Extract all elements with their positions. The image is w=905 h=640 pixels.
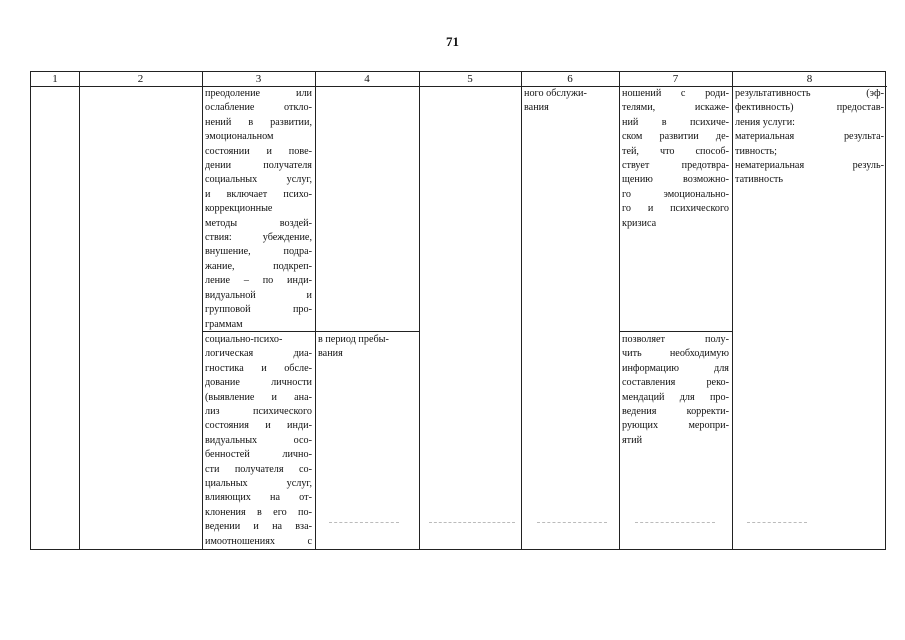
text-line: ний в психиче-	[622, 116, 729, 128]
column-header-8: 8	[806, 73, 813, 85]
text-line: имоотношениях с	[205, 535, 312, 547]
scan-artifact	[635, 522, 715, 523]
text-line: клонения в его по-	[205, 506, 312, 518]
text-line: эмоциональном	[205, 131, 274, 143]
text-line: фективность) предостав-	[735, 102, 884, 114]
text-line: материальная результа-	[735, 131, 884, 143]
text-line: бенностей лично-	[205, 449, 312, 461]
text-line: тивность;	[735, 145, 777, 157]
column-divider	[79, 72, 80, 549]
column-header-1: 1	[52, 73, 58, 85]
text-line: внушение, подра-	[205, 246, 312, 258]
text-line: информацию для	[622, 362, 729, 374]
column-divider	[315, 72, 316, 549]
text-line: социально-психо-	[205, 334, 283, 345]
text-line: лиз психического	[205, 406, 312, 418]
text-line: ятий	[622, 434, 643, 446]
text-line: гностика и обсле-	[205, 362, 312, 374]
col3-top-cell	[202, 87, 315, 332]
text-line: ного обслужи-	[524, 88, 587, 99]
text-line: видуальных осо-	[205, 434, 312, 446]
text-line: вания	[524, 102, 549, 114]
text-line: рующих меропри-	[622, 420, 729, 432]
text-line: циальных услуг,	[205, 478, 312, 490]
text-line: сти получателя со-	[205, 463, 312, 475]
text-line: составления реко-	[622, 377, 729, 389]
column-header-5: 5	[467, 73, 473, 85]
text-line: нематериальная резуль-	[735, 160, 884, 172]
col6-top-cell	[521, 87, 619, 116]
text-line: тей, что способ-	[622, 145, 729, 157]
column-header-2: 2	[137, 73, 144, 85]
text-line: телями, искаже-	[622, 102, 729, 114]
column-header-3: 3	[255, 73, 262, 85]
col4-bottom-cell	[315, 333, 419, 362]
text-line: ствия: убеждение,	[205, 232, 312, 244]
text-line: го эмоционально-	[622, 188, 729, 200]
col7-bottom-cell	[619, 333, 732, 448]
text-line: жание, подкреп-	[205, 260, 312, 272]
text-line: го и психического	[622, 203, 729, 215]
col8-top-cell	[732, 87, 887, 188]
text-line: ношений с роди-	[622, 88, 729, 99]
col3-bottom-cell	[202, 333, 315, 549]
text-line: и включает психо-	[205, 188, 312, 200]
text-line: преодоление или	[205, 88, 312, 99]
text-line: щению возможно-	[622, 174, 729, 186]
text-line: ском развитии де-	[622, 131, 729, 143]
text-line: дование личности	[205, 377, 312, 389]
text-line: ведении и на вза-	[205, 521, 312, 533]
text-line: результативность (эф-	[735, 88, 884, 99]
text-line: ления услуги:	[735, 116, 795, 128]
scan-artifact	[747, 522, 807, 523]
text-line: социальных услуг,	[205, 174, 312, 186]
row-divider	[619, 331, 732, 332]
text-line: мендаций для про-	[622, 391, 729, 403]
text-line: состоянии и пове-	[205, 145, 312, 157]
text-line: дении получателя	[205, 160, 312, 172]
scan-artifact	[429, 522, 515, 523]
text-line: видуальной и	[205, 289, 312, 301]
text-line: граммам	[205, 318, 243, 330]
column-header-4: 4	[364, 73, 370, 85]
text-line: тативность	[735, 174, 783, 186]
text-line: вания	[318, 348, 343, 360]
text-line: влияющих на от-	[205, 492, 312, 504]
text-line: методы воздей-	[205, 217, 312, 229]
text-line: ведения корректи-	[622, 406, 729, 418]
text-line: логическая диа-	[205, 348, 312, 360]
text-line: состояния и инди-	[205, 420, 312, 432]
scan-artifact	[537, 522, 607, 523]
text-line: ление – по инди-	[205, 275, 312, 287]
text-line: (выявление и ана-	[205, 391, 312, 403]
col7-top-cell	[619, 87, 732, 231]
text-line: коррекционные	[205, 203, 273, 215]
text-line: ствует предотвра-	[622, 160, 729, 172]
text-line: в период пребы-	[318, 334, 389, 345]
text-line: кризиса	[622, 217, 657, 229]
column-header-6: 6	[567, 73, 573, 85]
text-line: позволяет полу-	[622, 334, 729, 345]
column-divider	[521, 72, 522, 549]
text-line: чить необходимую	[622, 348, 729, 360]
column-divider	[419, 72, 420, 549]
page-number: 71	[446, 34, 459, 49]
text-line: ослабление откло-	[205, 102, 312, 114]
text-line: групповой про-	[205, 304, 312, 316]
scan-artifact	[329, 522, 399, 523]
services-table	[30, 71, 886, 550]
text-line: нений в развитии,	[205, 116, 312, 128]
column-header-7: 7	[672, 73, 679, 85]
